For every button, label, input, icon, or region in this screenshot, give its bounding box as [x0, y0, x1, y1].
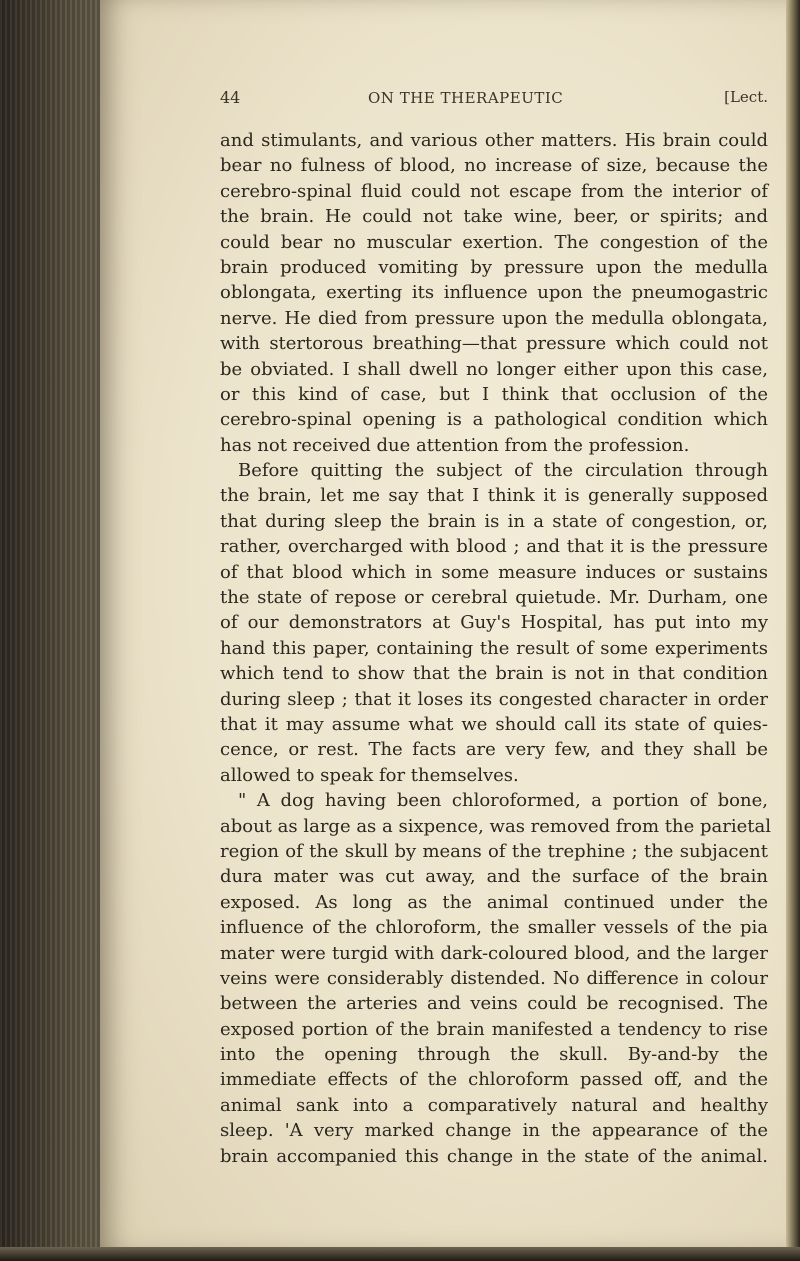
- text-line: which tend to show that the brain is not in that condition: [220, 663, 768, 685]
- text-line: exposed. As long as the animal continued under the: [220, 891, 768, 913]
- text-line: into the opening through the skull. By-and-by the: [220, 1044, 768, 1066]
- text-line: influence of the chloroform, the smaller vessels of the pia: [220, 917, 768, 939]
- text-line: cence, or rest. The facts are very few, and they shall be: [220, 739, 768, 761]
- text-line: that during sleep the brain is in a state of congestion, or,: [220, 510, 768, 532]
- text-line: bear no fulness of blood, no increase of size, because the: [220, 155, 768, 177]
- text-line: oblongata, exerting its influence upon the pneumogastric: [220, 282, 768, 304]
- text-line: veins were considerably distended. No difference in colour: [220, 967, 768, 989]
- text-line: with stertorous breathing—that pressure which could not: [220, 333, 768, 355]
- text-line: cerebro-spinal opening is a pathological condition which: [220, 409, 768, 431]
- text-line: the state of repose or cerebral quietude. Mr. Durham, one: [220, 587, 768, 609]
- text-line: be obviated. I shall dwell no longer either upon this case,: [220, 358, 768, 380]
- text-line: animal sank into a comparatively natural and healthy: [220, 1094, 768, 1116]
- text-line: hand this paper, containing the result of some experiments: [220, 637, 768, 659]
- text-line: dura mater was cut away, and the surface of the brain: [220, 866, 768, 888]
- page-edge-right: [786, 0, 800, 1261]
- text-line: about as large as a sixpence, was removed from the parietal: [220, 815, 771, 837]
- lecture-reference: [Lect.: [724, 88, 768, 106]
- page-edge-bottom: [0, 1247, 800, 1261]
- text-line: the brain. He could not take wine, beer, or spirits; and: [220, 206, 768, 228]
- text-line: nerve. He died from pressure upon the medulla oblongata,: [220, 307, 768, 329]
- text-line: allowed to speak for themselves.: [220, 764, 519, 786]
- text-line: has not received due attention from the profession.: [220, 434, 690, 456]
- text-line: " A dog having been chloroformed, a portion of bone,: [238, 790, 768, 812]
- text-line: immediate effects of the chloroform passed off, and the: [220, 1069, 768, 1091]
- text-line: could bear no muscular exertion. The congestion of the: [220, 231, 768, 253]
- text-line: the brain, let me say that I think it is generally supposed: [220, 485, 768, 507]
- text-line: mater were turgid with dark-coloured blood, and the larger: [220, 942, 768, 964]
- text-line: between the arteries and veins could be recognised. The: [220, 993, 768, 1015]
- text-line: exposed portion of the brain manifested a tendency to rise: [220, 1018, 768, 1040]
- text-line: of our demonstrators at Guy's Hospital, has put into my: [220, 612, 768, 634]
- text-line: or this kind of case, but I think that occlusion of the: [220, 383, 768, 405]
- text-line: during sleep ; that it loses its congested character in order: [220, 688, 768, 710]
- text-line: Before quitting the subject of the circulation through: [238, 460, 768, 482]
- text-line: brain produced vomiting by pressure upon the medulla: [220, 256, 768, 278]
- running-title: ON THE THERAPEUTIC: [368, 89, 564, 107]
- text-line: sleep. 'A very marked change in the appearance of the: [220, 1120, 768, 1142]
- text-line: and stimulants, and various other matters. His brain could: [220, 130, 768, 151]
- text-line: region of the skull by means of the trephine ; the subjacent: [220, 840, 768, 862]
- text-line: that it may assume what we should call its state of quies-: [220, 713, 768, 735]
- page-header: [220, 88, 768, 114]
- text-line: cerebro-spinal fluid could not escape from the interior of: [220, 180, 768, 202]
- body-text: [220, 128, 771, 1169]
- page-number: 44: [220, 88, 241, 107]
- text-line: of that blood which in some measure induces or sustains: [220, 561, 768, 583]
- text-line: rather, overcharged with blood ; and that it is the pressure: [220, 536, 768, 558]
- text-line: brain accompanied this change in the state of the animal.: [220, 1145, 768, 1167]
